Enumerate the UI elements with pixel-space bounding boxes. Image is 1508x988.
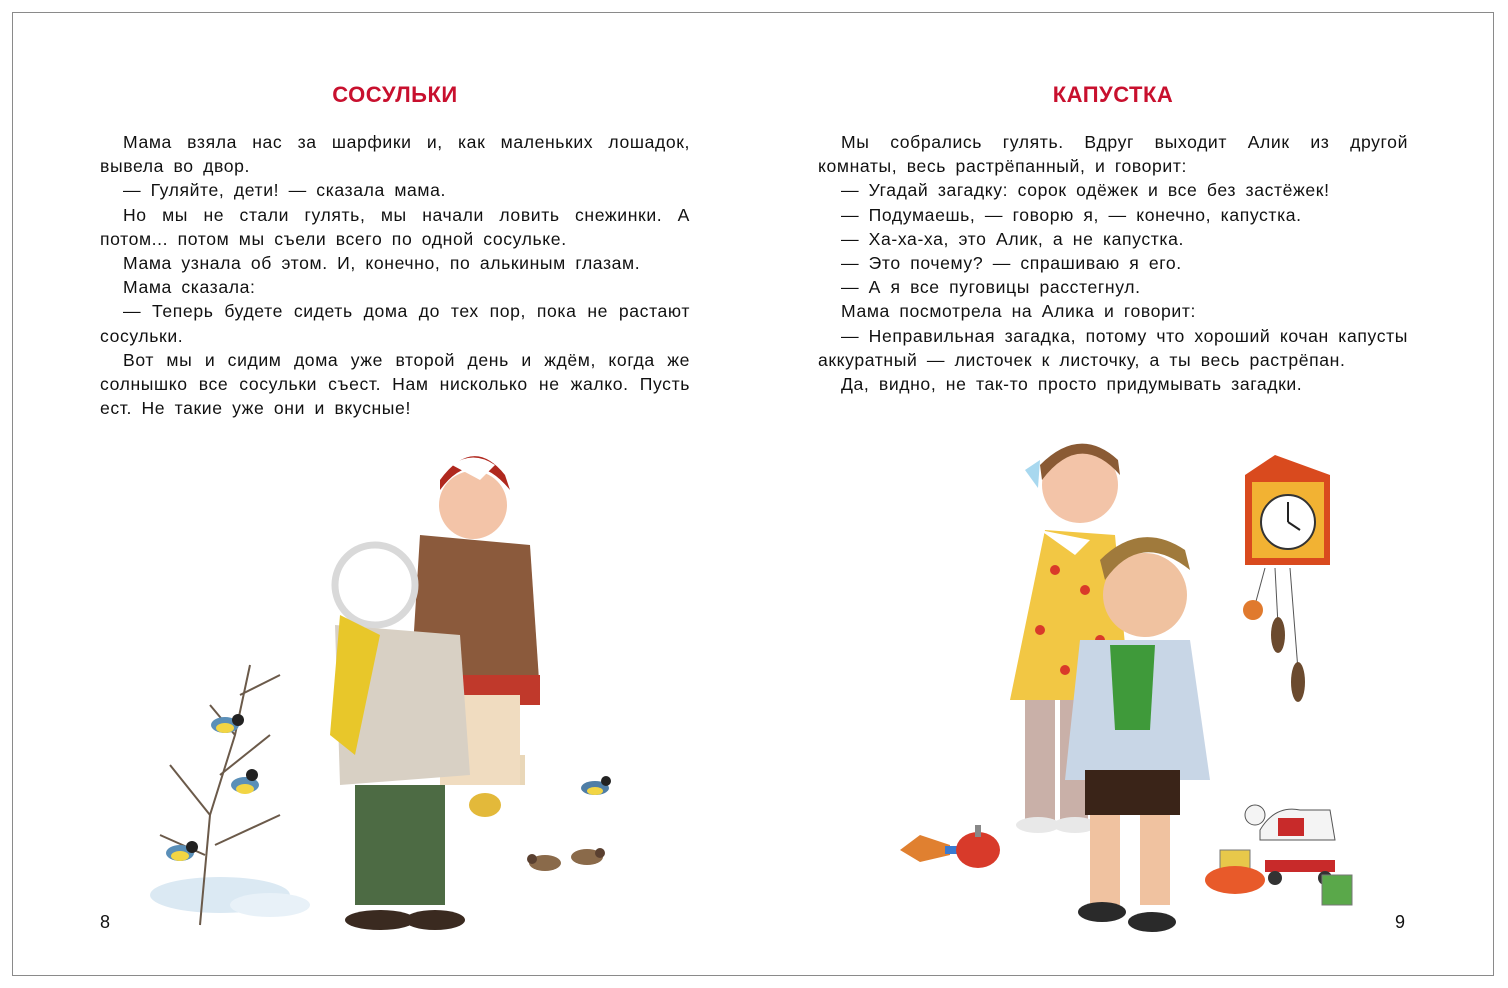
page-number-right: 9 bbox=[1395, 912, 1406, 932]
paragraph: — Неправильная загадка, потому что хороший кочан капусты аккуратный — листочек к листочку, а ты весь растрёпан. bbox=[818, 325, 1408, 370]
sparrow-icon bbox=[527, 854, 561, 871]
paragraph: Мама узнала об этом. И, конечно, по алькиным глазам. bbox=[123, 253, 641, 274]
cuckoo-clock-icon bbox=[1243, 455, 1330, 702]
bowl-icon bbox=[1205, 866, 1265, 894]
right-page-text bbox=[818, 130, 1408, 396]
sparrow-icon bbox=[571, 848, 605, 865]
paragraph: — Подумаешь, — говорю я, — конечно, капустка. bbox=[841, 204, 1302, 225]
paragraph: — Угадай загадку: сорок одёжек и все без застёжек! bbox=[841, 180, 1330, 201]
winter-kids-illustration bbox=[140, 435, 650, 935]
indoor-kids-illustration bbox=[890, 430, 1370, 950]
paragraph: Вот мы и сидим дома уже второй день и ждём, когда же солнышко все сосульки съест. Нам нисколько не жалко. Пусть ест. Не такие уже они и вкусные! bbox=[100, 349, 690, 419]
page-number-left: 8 bbox=[100, 912, 111, 932]
paragraph: Но мы не стали гулять, мы начали ловить снежинки. А потом... потом мы съели всего по одной сосульке. bbox=[100, 204, 690, 249]
paragraph: — А я все пуговицы расстегнул. bbox=[841, 277, 1141, 298]
paragraph: — Гуляйте, дети! — сказала мама. bbox=[123, 180, 447, 201]
paragraph: — Ха-ха-ха, это Алик, а не капустка. bbox=[841, 228, 1184, 249]
paragraph: Мы собрались гулять. Вдруг выходит Алик из другой комнаты, весь растрёпанный, и говорит: bbox=[818, 132, 1408, 177]
left-page-title: СОСУЛЬКИ bbox=[332, 82, 458, 107]
left-page-text bbox=[100, 130, 690, 420]
bird-icon bbox=[211, 714, 244, 733]
spinning-top-icon bbox=[956, 825, 1000, 868]
paragraph: — Теперь будете сидеть дома до тех пор, пока не растают сосульки. bbox=[100, 301, 690, 346]
right-page-title: КАПУСТКА bbox=[1052, 82, 1174, 107]
paragraph: Мама взяла нас за шарфики и, как маленьких лошадок, вывела во двор. bbox=[100, 132, 690, 177]
paragraph: Мама посмотрела на Алика и говорит: bbox=[841, 301, 1196, 322]
paragraph: — Это почему? — спрашиваю я его. bbox=[841, 253, 1182, 274]
paragraph: Да, видно, не так-то просто придумывать загадки. bbox=[841, 374, 1303, 395]
bird-icon bbox=[581, 776, 611, 795]
paragraph: Мама сказала: bbox=[123, 277, 256, 298]
bird-icon bbox=[231, 769, 259, 794]
